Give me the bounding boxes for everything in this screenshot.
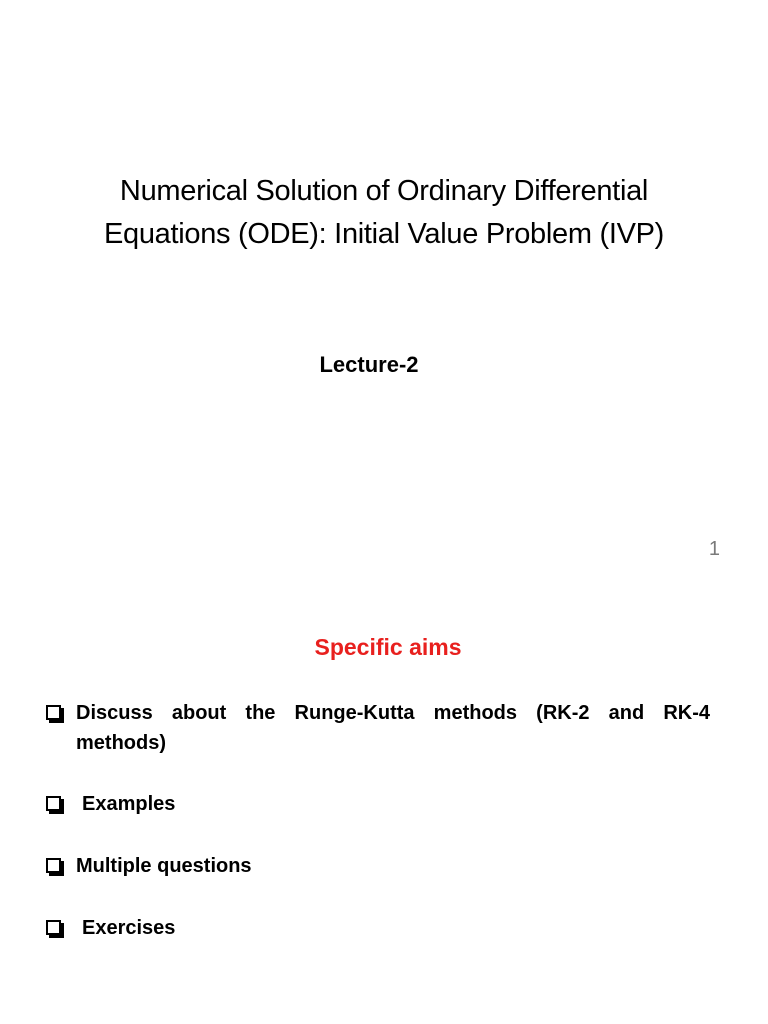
aims-slide [0, 590, 768, 1024]
aim-text: Exercises [82, 917, 176, 939]
slide-title-line-1: Numerical Solution of Ordinary Differential [119, 175, 649, 207]
aim-text: Examples [82, 793, 176, 815]
aim-text: Discuss about the Runge-Kutta methods (RK-2 and RK-4 methods) [76, 702, 710, 754]
aim-text: Multiple questions [76, 855, 252, 877]
list-item [46, 851, 710, 881]
checkbox-square-icon [46, 796, 61, 811]
checkbox-square-icon [46, 920, 61, 935]
slide-title [40, 170, 728, 256]
aims-list [46, 698, 710, 943]
list-item [46, 698, 710, 759]
list-item [46, 789, 710, 819]
list-item [46, 913, 710, 943]
page-number: 1 [708, 538, 720, 560]
lecture-label: Lecture-2 [319, 352, 419, 377]
checkbox-square-icon [46, 858, 61, 873]
slide-title-line-2: Equations (ODE): Initial Value Problem (IVP) [103, 218, 665, 250]
checkbox-square-icon [46, 705, 61, 720]
aims-heading: Specific aims [314, 634, 462, 660]
